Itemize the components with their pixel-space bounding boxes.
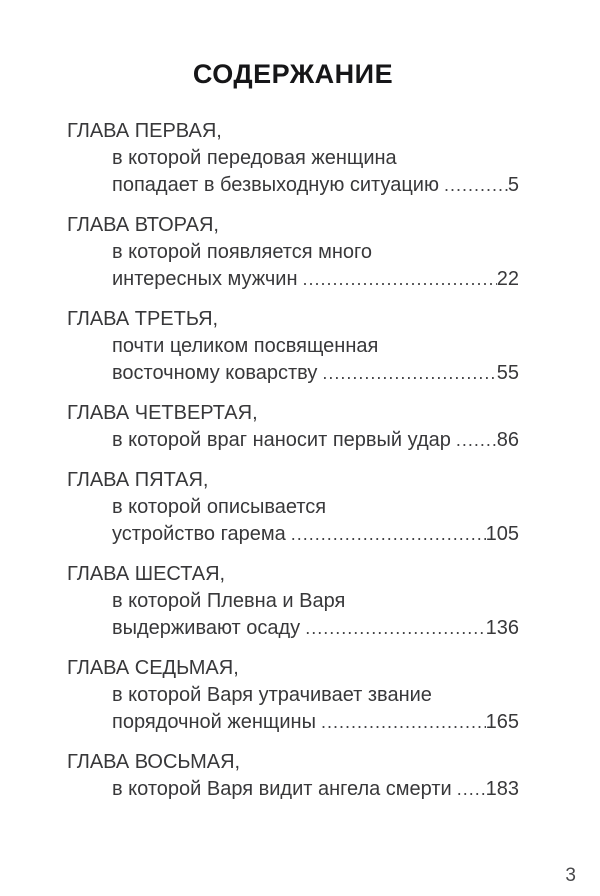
toc-leader-dots	[305, 615, 485, 642]
chapter-description-line: в которой передовая женщина	[112, 147, 397, 169]
chapter-heading: ГЛАВА ВТОРАЯ,	[67, 214, 219, 236]
chapter-description	[67, 333, 519, 387]
chapter-description-line: в которой Плевна и Варя	[112, 590, 346, 612]
chapter-description-line: почти целиком посвященная	[112, 335, 379, 357]
chapter-description-line: в которой Варя видит ангела смерти	[112, 778, 452, 800]
chapter-heading: ГЛАВА ЧЕТВЕРТАЯ,	[67, 402, 258, 424]
contents-title: СОДЕРЖАНИЕ	[192, 59, 394, 89]
chapter-description	[67, 588, 519, 642]
chapter-heading: ГЛАВА ПЕРВАЯ,	[67, 120, 222, 142]
toc-entry	[67, 749, 519, 803]
toc-dotted-row	[112, 172, 519, 199]
chapter-heading: ГЛАВА ПЯТАЯ,	[67, 469, 209, 491]
toc-page-number: 5	[507, 174, 519, 196]
table-of-contents	[67, 118, 519, 803]
chapter-description	[67, 682, 519, 736]
toc-page-number: 165	[485, 711, 519, 733]
chapter-heading: ГЛАВА ВОСЬМАЯ,	[67, 751, 241, 773]
toc-entry	[67, 118, 519, 199]
folio-page-number: 3	[565, 865, 576, 886]
chapter-description-line: в которой враг наносит первый удар	[112, 429, 451, 451]
toc-page-number: 86	[496, 429, 519, 451]
chapter-heading: ГЛАВА СЕДЬМАЯ,	[67, 657, 239, 679]
chapter-description	[67, 239, 519, 293]
toc-dotted-row	[112, 360, 519, 387]
toc-page-number: 183	[485, 778, 519, 800]
chapter-description-line: устройство гарема	[112, 523, 286, 545]
toc-leader-dots	[321, 709, 486, 736]
chapter-description	[67, 427, 519, 454]
toc-leader-dots	[291, 521, 486, 548]
toc-dotted-row	[112, 776, 519, 803]
chapter-heading: ГЛАВА ТРЕТЬЯ,	[67, 308, 219, 330]
chapter-description-line: выдерживают осаду	[112, 617, 301, 639]
chapter-description-line: в которой появляется много	[112, 241, 372, 263]
chapter-heading: ГЛАВА ШЕСТАЯ,	[67, 563, 226, 585]
toc-dotted-row	[112, 615, 519, 642]
chapter-description-line: восточному коварству	[112, 362, 318, 384]
toc-leader-dots	[457, 776, 486, 803]
toc-entry	[67, 561, 519, 642]
toc-leader-dots	[456, 427, 497, 454]
toc-dotted-row	[112, 266, 519, 293]
chapter-description-line: интересных мужчин	[112, 268, 298, 290]
chapter-description-line: в которой описывается	[112, 496, 327, 518]
toc-dotted-row	[112, 709, 519, 736]
toc-leader-dots	[303, 266, 497, 293]
toc-page-number: 105	[485, 523, 519, 545]
chapter-description	[67, 494, 519, 548]
chapter-description-line: попадает в безвыходную ситуацию	[112, 174, 439, 196]
toc-page-number: 22	[496, 268, 519, 290]
toc-page-number: 55	[496, 362, 519, 384]
toc-page-number: 136	[485, 617, 519, 639]
chapter-description-line: порядочной женщины	[112, 711, 316, 733]
toc-leader-dots	[322, 360, 496, 387]
toc-entry	[67, 467, 519, 548]
toc-entry	[67, 655, 519, 736]
toc-dotted-row	[112, 521, 519, 548]
toc-dotted-row	[112, 427, 519, 454]
toc-entry	[67, 212, 519, 293]
toc-entry	[67, 306, 519, 387]
chapter-description	[67, 776, 519, 803]
toc-entry	[67, 400, 519, 454]
chapter-description-line: в которой Варя утрачивает звание	[112, 684, 432, 706]
toc-leader-dots	[444, 172, 508, 199]
chapter-description	[67, 145, 519, 199]
